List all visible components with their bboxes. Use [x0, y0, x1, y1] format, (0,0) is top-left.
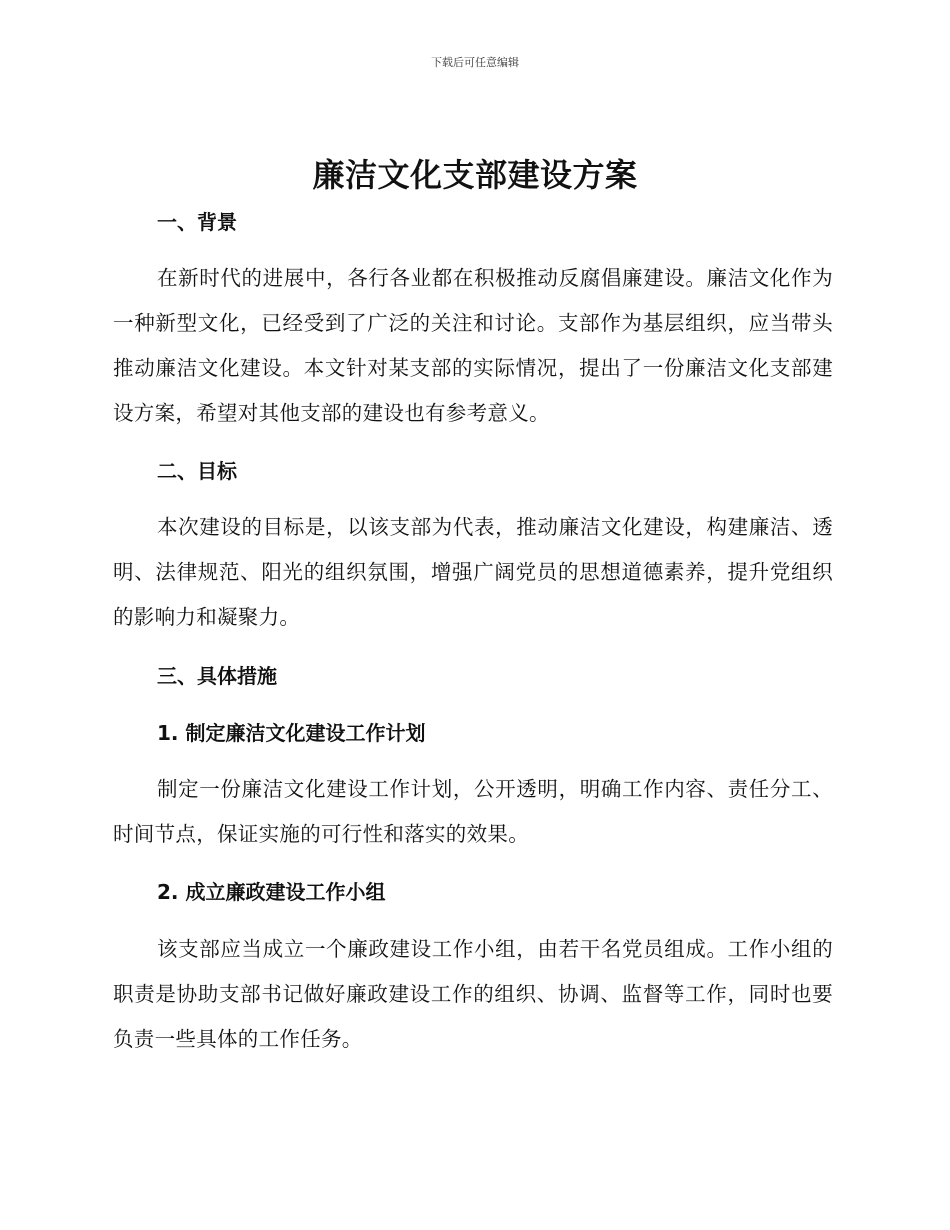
- header-note: 下载后可任意编辑: [431, 56, 519, 69]
- measure-2-heading-block: [113, 878, 833, 906]
- subsection-heading: 1. 制定廉洁文化建设工作计划: [157, 721, 426, 745]
- section-heading: 三、具体措施: [157, 664, 277, 688]
- section-measures-heading-block: [113, 662, 833, 690]
- subsection-paragraph: 该支部应当成立一个廉政建设工作小组，由若干名党员组成。工作小组的职责是协助支部书记做好廉政建设工作的组织、协调、监督等工作，同时也要负责一些具体的工作任务。: [113, 937, 833, 1051]
- section-background-heading-block: [113, 208, 833, 236]
- section-background-body-block: [113, 256, 833, 436]
- measure-2-body-block: [113, 927, 833, 1062]
- subsection-heading: 2. 成立廉政建设工作小组: [157, 880, 386, 904]
- section-paragraph: 在新时代的进展中，各行各业都在积极推动反腐倡廉建设。廉洁文化作为一种新型文化，已经受到了广泛的关注和讨论。支部作为基层组织，应当带头推动廉洁文化建设。本文针对某支部的实际情况，提出了一份廉洁文化支部建设方案，希望对其他支部的建设也有参考意义。: [113, 266, 833, 425]
- section-heading: 二、目标: [157, 459, 237, 483]
- measure-1-heading-block: [113, 719, 833, 747]
- subsection-paragraph: 制定一份廉洁文化建设工作计划，公开透明，明确工作内容、责任分工、时间节点，保证实施的可行性和落实的效果。: [113, 777, 833, 846]
- section-heading: 一、背景: [157, 210, 237, 234]
- section-goal-body-block: [113, 505, 833, 640]
- measure-1-body-block: [113, 767, 833, 857]
- section-paragraph: 本次建设的目标是，以该支部为代表，推动廉洁文化建设，构建廉洁、透明、法律规范、阳光的组织氛围，增强广阔党员的思想道德素养，提升党组织的影响力和凝聚力。: [113, 515, 833, 629]
- document-title: 廉洁文化支部建设方案: [312, 156, 638, 194]
- section-goal-heading-block: [113, 457, 833, 485]
